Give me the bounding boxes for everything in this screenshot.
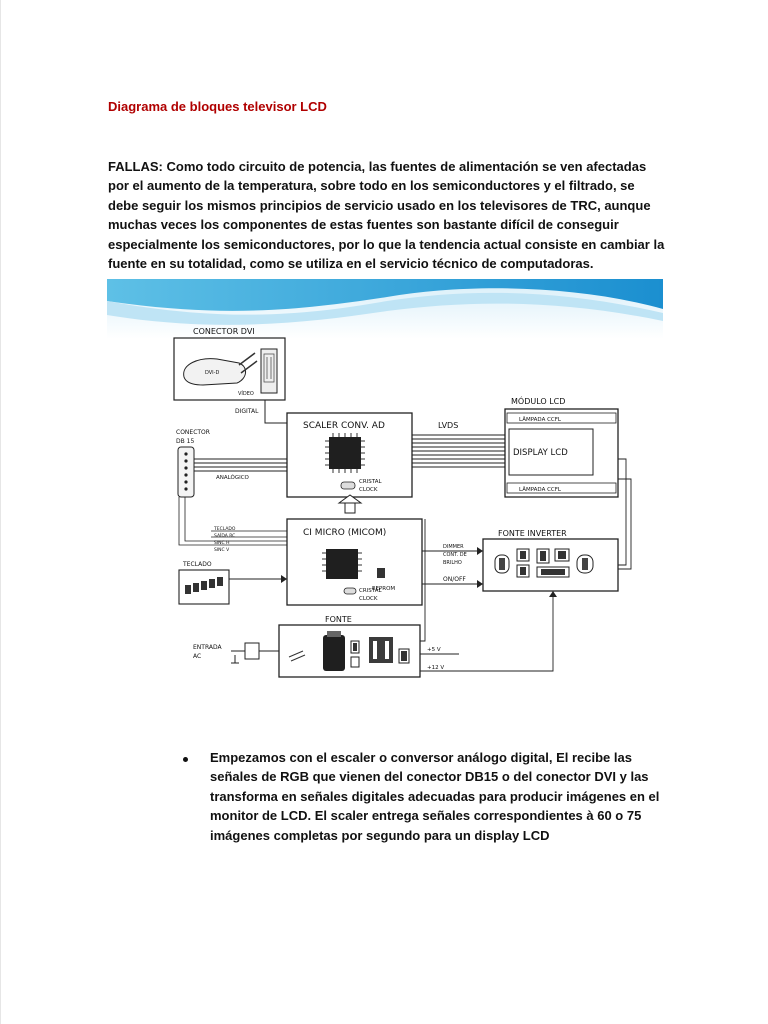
eeprom-chip-icon xyxy=(377,568,385,578)
eeprom-label: EEPROM xyxy=(372,586,396,592)
dvi-plug-icon xyxy=(184,353,257,385)
dvi-port-icon xyxy=(261,349,277,393)
micro-chip-icon xyxy=(322,549,362,579)
micro-crystal-icon xyxy=(344,588,356,594)
analog-bus-lines xyxy=(194,459,287,471)
ci-micro-label: CI MICRO (MICOM) xyxy=(303,528,387,538)
lvds-bus-lines xyxy=(412,435,505,467)
entrada-ac-label-2: AC xyxy=(193,653,202,660)
micro-crystal-label-2: CLOCK xyxy=(359,596,378,602)
bullet-bold-lead: Empezamos con el escaler o conversor análogo digital, xyxy=(210,750,553,765)
dimmer-label-2: CONT. DE xyxy=(443,552,467,558)
ctrl-line-label-2: SINC H xyxy=(214,541,230,546)
scaler-crystal-label-2: CLOCK xyxy=(359,487,378,493)
scaler-label: SCALER CONV. AD xyxy=(303,421,385,431)
db15-label-2: DB 15 xyxy=(176,438,195,445)
teclado-label: TECLADO xyxy=(183,561,212,568)
bullet-rest: El recibe las señales de RGB que vienen del conector DB15 o del conector DVI y las transforma en señales digitales adecuadas para producir imágenes en el monitor de LCD. El scaler entrega señales correspondientes à 60 o 75 imágenes completas por segundo para un display LCD xyxy=(210,750,660,843)
entrada-ac-label-1: ENTRADA xyxy=(193,644,222,651)
video-label-1: VÍDEO xyxy=(238,391,254,397)
dimmer-arrow xyxy=(477,547,483,555)
db15-connector-icon xyxy=(178,447,194,497)
ctrl-line-label-1: SAÍDA RC xyxy=(214,534,236,539)
dimmer-label-3: BRILHO xyxy=(443,560,462,566)
video-label-2: DIGITAL xyxy=(235,408,259,415)
ac-plug-icon xyxy=(231,643,279,663)
db15-sync-line xyxy=(185,497,287,541)
inverter-ccfl-lines xyxy=(618,459,631,569)
ctrl-line-label-0: TECLADO xyxy=(214,527,236,532)
plus5v-label: +5 V xyxy=(427,647,441,653)
page-edge xyxy=(0,0,1,1024)
fallas-paragraph: FALLAS: Como todo circuito de potencia, las fuentes de alimentación se ven afectadas por el aumento de la temperatura, sobre todo en los semiconductores y el filtrado, se debe seguir los mismos principios de servicio usado en los televisores de TRC, aunque muchas veces los componentes de estas fuentes son bastante difícil de conseguir especialmente los semiconductores, por lo que la tendencia actual consiste en cambiar la fuente en su totalidad, como se utiliza en el servicio técnico de computadoras. xyxy=(108,159,665,272)
header-wave xyxy=(107,279,663,339)
onoff-label: ON/OFF xyxy=(443,576,466,583)
display-lcd-label: DISPLAY LCD xyxy=(513,448,568,458)
db15-label-1: CONECTOR xyxy=(176,429,210,436)
block-diagram-svg xyxy=(107,279,663,707)
scaler-chip-icon xyxy=(325,433,365,473)
inverter-label: FONTE INVERTER xyxy=(498,529,567,538)
micro-crystal-label-1: CRISTAL xyxy=(359,588,382,594)
lcd-module-label: MÓDULO LCD xyxy=(511,397,566,406)
bullet-text xyxy=(210,748,662,845)
teclado-arrow xyxy=(281,575,287,583)
bullet-dot-icon xyxy=(183,757,188,762)
analog-label: ANALÓGICO xyxy=(216,475,249,481)
dvi-to-scaler-line xyxy=(265,400,287,423)
lvds-label: LVDS xyxy=(438,421,459,430)
fonte-label: FONTE xyxy=(325,615,352,624)
scaler-crystal-label-1: CRISTAL xyxy=(359,479,382,485)
scaler-crystal-icon xyxy=(341,482,355,489)
plus12v-label: +12 V xyxy=(427,665,445,671)
dimmer-label-1: DIMMER xyxy=(443,544,464,550)
lcd-block-diagram xyxy=(107,279,663,707)
ccfl-bottom-label: LÂMPADA CCFL xyxy=(519,487,561,493)
ctrl-line-label-3: SINC V xyxy=(214,548,230,553)
dvi-plug-label: DVI-D xyxy=(205,370,220,376)
scaler-micro-arrow xyxy=(339,495,361,513)
ccfl-top-label: LÂMPADA CCFL xyxy=(519,417,561,423)
onoff-arrow xyxy=(477,580,483,588)
dvi-connector-label: CONECTOR DVI xyxy=(193,327,255,336)
page-title: Diagrama de bloques televisor LCD xyxy=(108,99,327,114)
